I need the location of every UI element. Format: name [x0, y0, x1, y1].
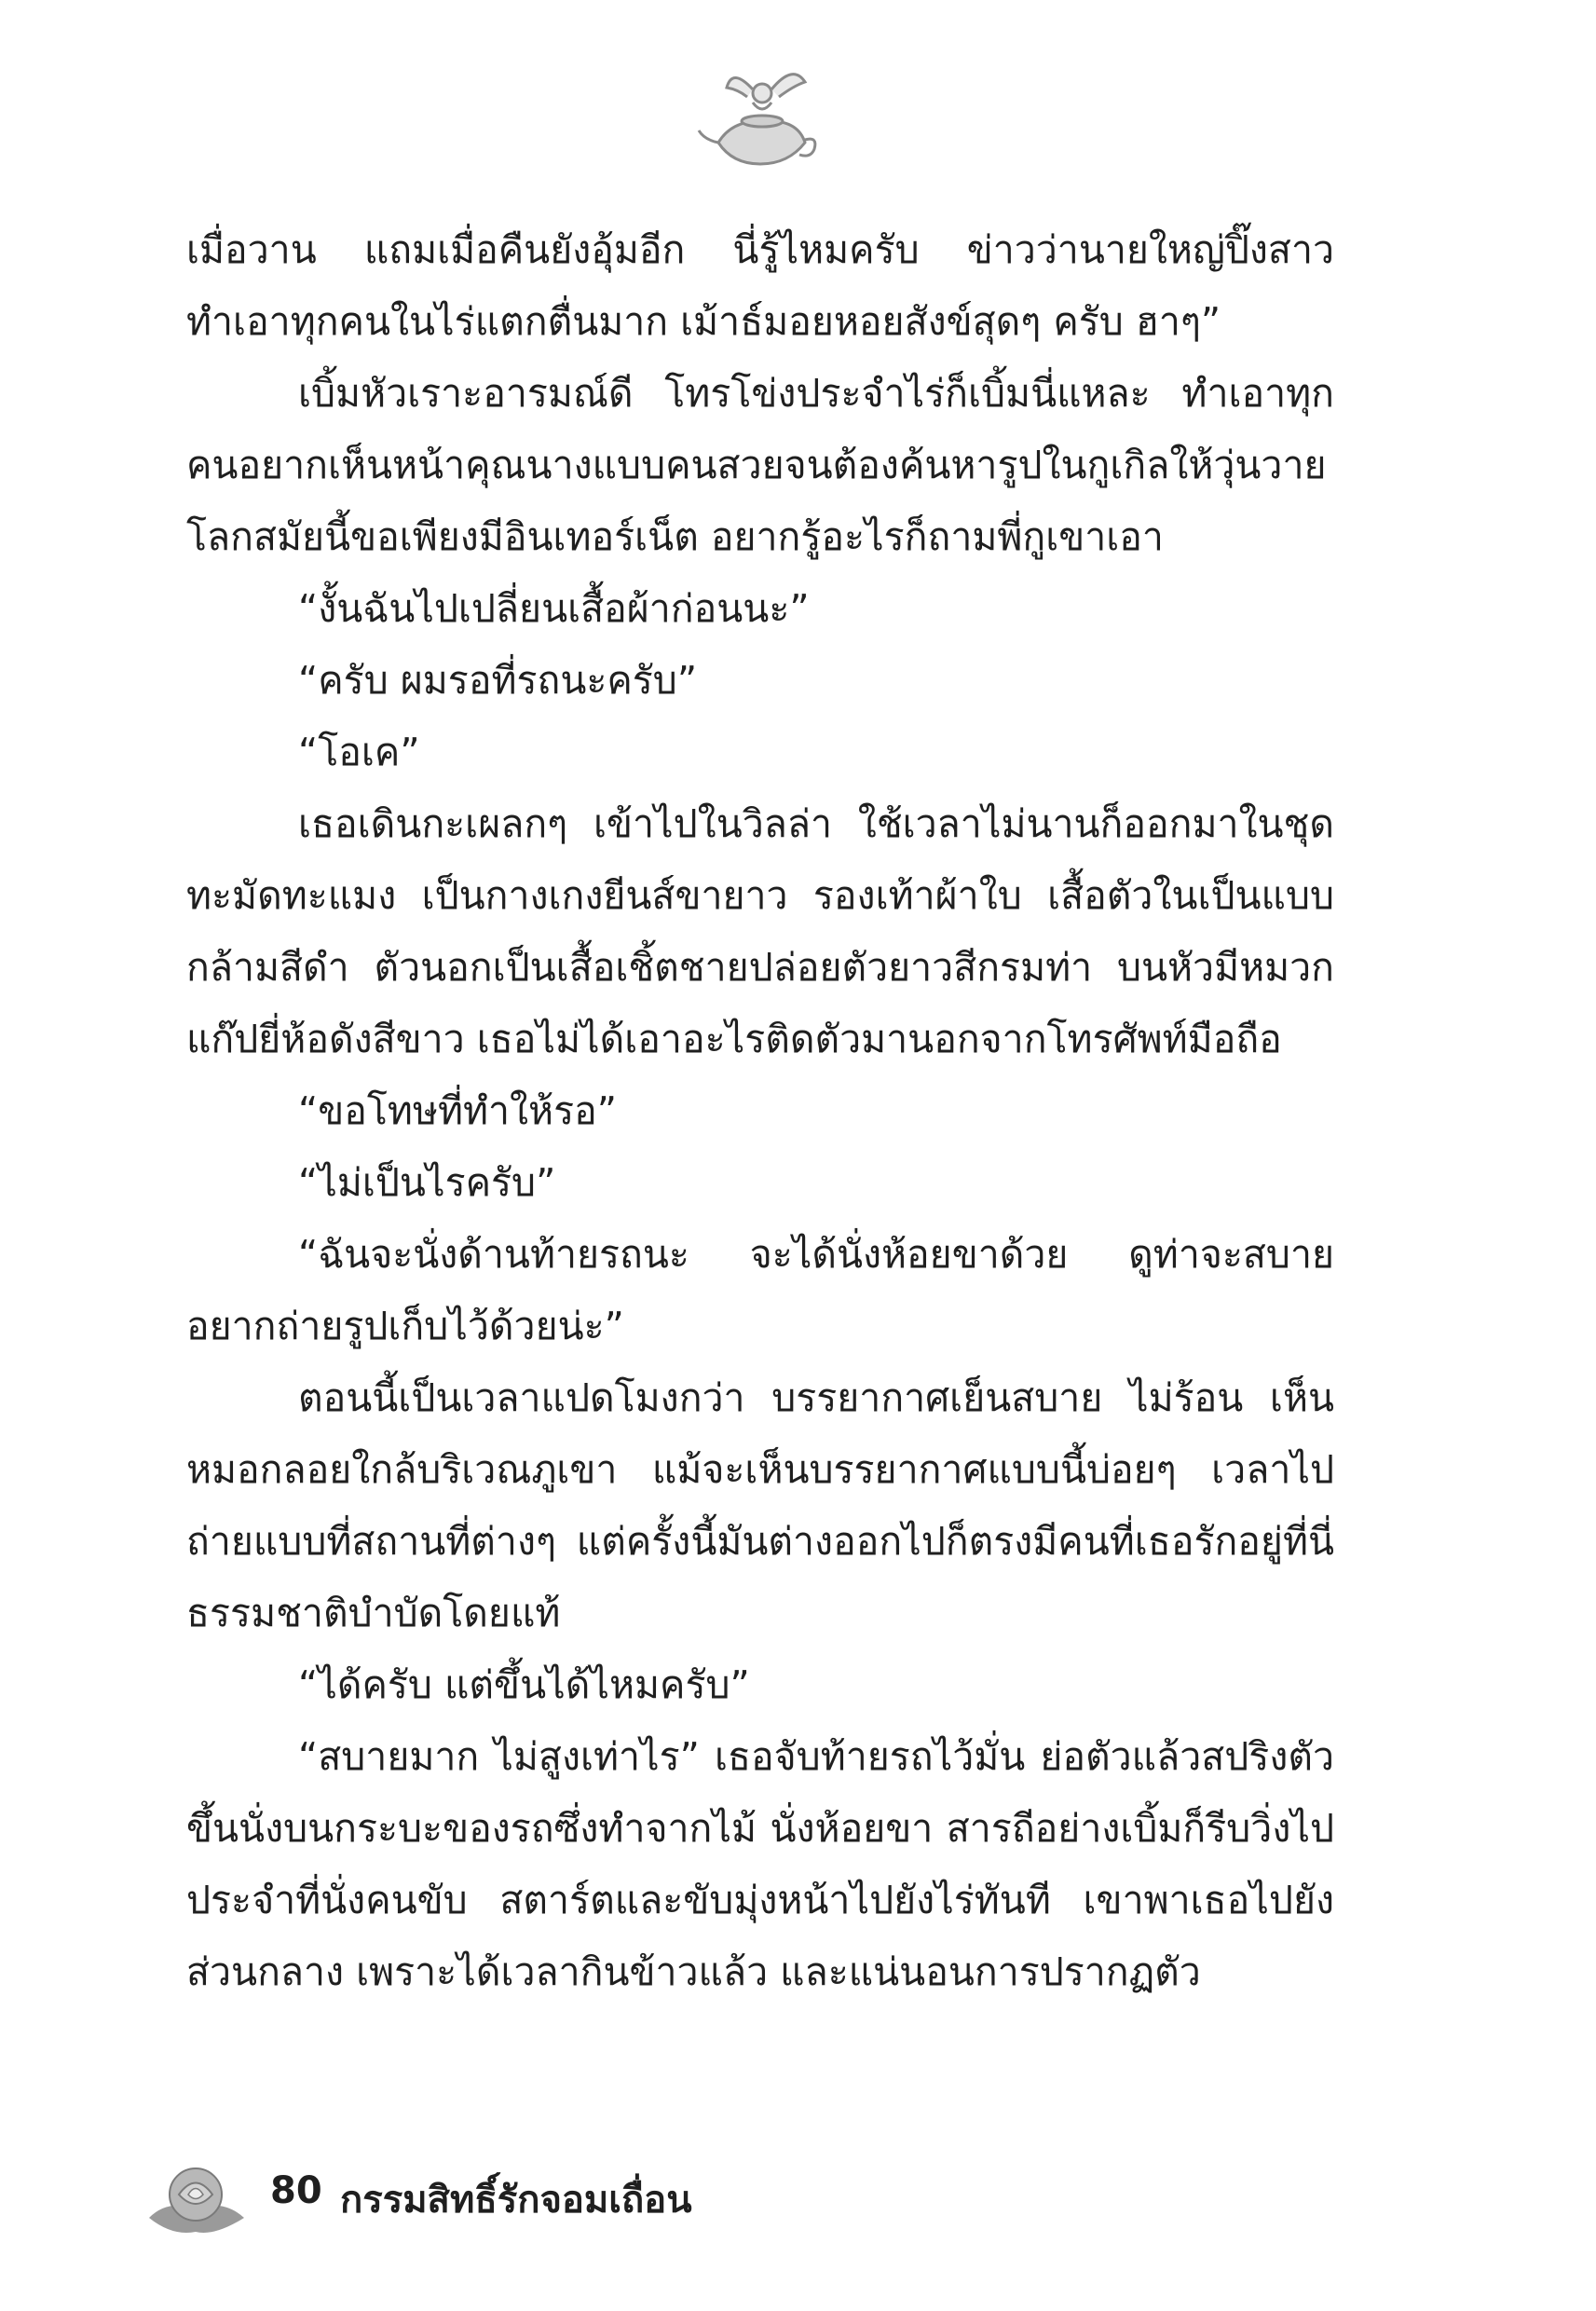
- rose-ornament-icon: [140, 2143, 252, 2246]
- page-number: 80: [270, 2169, 322, 2212]
- paragraph: “สบายมาก ไม่สูงเท่าไร” เธอจับท้ายรถไว้มั่น ย่อตัวแล้วสปริงตัวขึ้นนั่งบนกระบะของรถซึ่งทำจากไม้ นั่งห้อยขา สารถีอย่างเบิ้มก็รีบวิ่งไปประจำที่นั่งคนขับ สตาร์ตและขับมุ่งหน้าไปยังไร่ทันที เขาพาเธอไปยังส่วนกลาง เพราะได้เวลากินข้าวแล้ว และแน่นอนการปรากฏตัว: [186, 1734, 1334, 1994]
- book-title: กรรมสิทธิ์รักจอมเถื่อน: [340, 2179, 692, 2222]
- body-text: [186, 214, 1334, 2008]
- page-footer: [140, 2143, 792, 2255]
- paragraph: ตอนนี้เป็นเวลาแปดโมงกว่า บรรยากาศเย็นสบาย ไม่ร้อน เห็นหมอกลอยใกล้บริเวณภูเขา แม้จะเห็นบรรยากาศแบบนี้บ่อยๆ เวลาไปถ่ายแบบที่สถานที่ต่างๆ แต่ครั้งนี้มันต่างออกไปก็ตรงมีคนที่เธอรักอยู่ที่นี่ ธรรมชาติบำบัดโดยแท้: [186, 1375, 1334, 1635]
- teapot-cupid-ornament-icon: [695, 54, 825, 185]
- paragraph: “ฉันจะนั่งด้านท้ายรถนะ จะได้นั่งห้อยขาด้วย ดูท่าจะสบาย อยากถ่ายรูปเก็บไว้ด้วยน่ะ”: [186, 1232, 1334, 1348]
- paragraph: เบิ้มหัวเราะอารมณ์ดี โทรโข่งประจำไร่ก็เบิ้มนี่แหละ ทำเอาทุกคนอยากเห็นหน้าคุณนางแบบคนสวยจนต้องค้นหารูปในกูเกิลให้วุ่นวาย โลกสมัยนี้ขอเพียงมีอินเทอร์เน็ต อยากรู้อะไรก็ถามพี่กูเขาเอา: [186, 371, 1334, 559]
- paragraph: “ได้ครับ แต่ขึ้นได้ไหมครับ”: [298, 1662, 750, 1707]
- paragraph: “ขอโทษที่ทำให้รอ”: [298, 1088, 617, 1133]
- paragraph: เธอเดินกะเผลกๆ เข้าไปในวิลล่า ใช้เวลาไม่นานก็ออกมาในชุดทะมัดทะแมง เป็นกางเกงยีนส์ขายาว รองเท้าผ้าใบ เสื้อตัวในเป็นแบบกล้ามสีดำ ตัวนอกเป็นเสื้อเชิ้ตชายปล่อยตัวยาวสีกรมท่า บนหัวมีหมวกแก๊ปยี่ห้อดังสีขาว เธอไม่ได้เอาอะไรติดตัวมานอกจากโทรศัพท์มือถือ: [186, 801, 1334, 1061]
- paragraph: “ครับ ผมรอที่รถนะครับ”: [298, 658, 698, 703]
- paragraph: “โอเค”: [298, 730, 420, 774]
- paragraph: “งั้นฉันไปเปลี่ยนเสื้อผ้าก่อนนะ”: [298, 586, 810, 631]
- paragraph: “ไม่เป็นไรครับ”: [298, 1160, 556, 1205]
- paragraph: เมื่อวาน แถมเมื่อคืนยังอุ้มอีก นี่รู้ไหมครับ ข่าวว่านายใหญ่ปิ๊งสาว ทำเอาทุกคนในไร่แตกตื่นมาก เม้าธ์มอยหอยสังข์สุดๆ ครับ ฮาๆ”: [186, 227, 1334, 344]
